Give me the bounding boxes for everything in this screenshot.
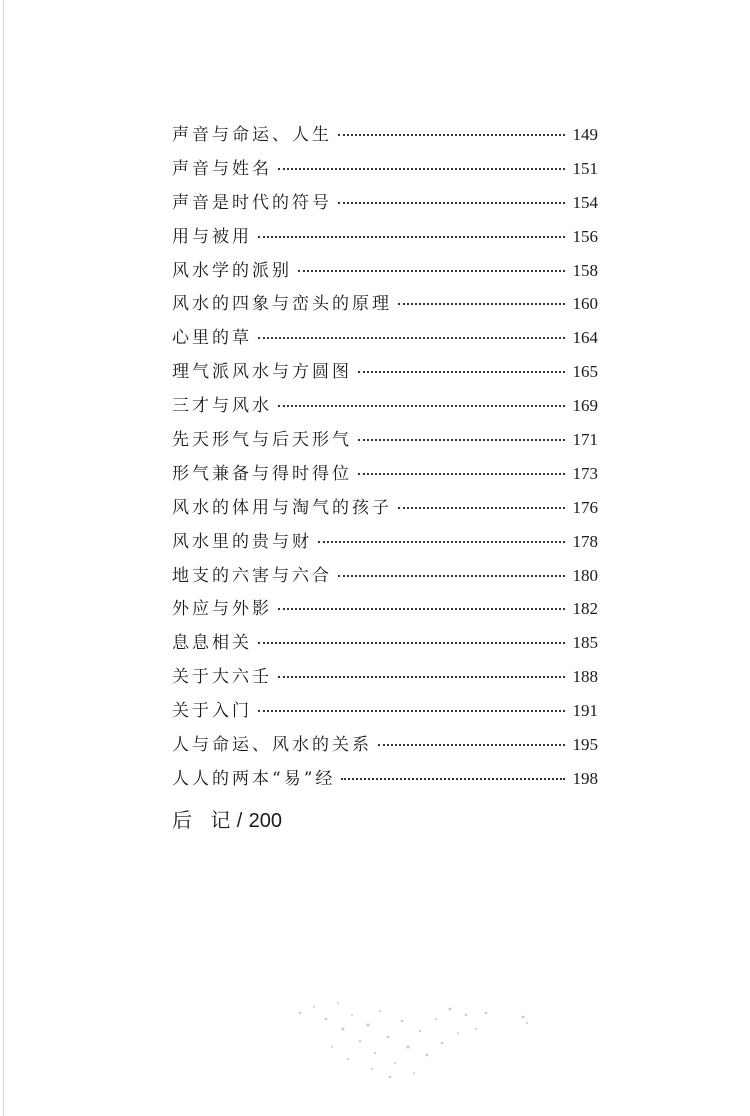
toc-entry-title: 关于大六壬 [172, 667, 272, 688]
dot-leader [278, 676, 565, 678]
toc-entry-title: 声音与命运、人生 [172, 125, 332, 145]
toc-entry[interactable] [172, 186, 598, 220]
toc-entry[interactable] [172, 321, 598, 355]
toc-entry-page: 176 [572, 497, 598, 517]
dot-leader [378, 744, 565, 746]
toc-entry-page: 188 [572, 667, 598, 687]
afterword-page: 200 [248, 810, 283, 832]
toc-entry[interactable] [172, 457, 598, 491]
dot-leader [258, 337, 565, 339]
toc-entry-title: 人与命运、风水的关系 [172, 735, 372, 756]
toc-entry-title: 心里的草 [172, 328, 252, 349]
dot-leader [258, 236, 565, 238]
toc-entry-title: 外应与外影 [172, 599, 272, 620]
toc-entry-title: 地支的六害与六合 [172, 565, 332, 586]
toc-entry[interactable] [172, 118, 598, 152]
dot-leader [398, 303, 565, 305]
toc-entry-page: 195 [572, 735, 598, 755]
dot-leader [278, 608, 565, 610]
toc-entry-title: 三才与风水 [172, 396, 272, 417]
toc-entry[interactable] [172, 626, 598, 660]
toc-entry[interactable] [172, 762, 598, 796]
toc-entry[interactable] [172, 389, 598, 423]
toc-entry-page: 154 [572, 192, 598, 212]
toc-entry[interactable] [172, 559, 598, 593]
scan-noise-marks [280, 985, 560, 1085]
toc-entry-page: 165 [572, 362, 598, 382]
toc-entry-title: 形气兼备与得时得位 [172, 463, 352, 484]
toc-entry[interactable] [172, 694, 598, 728]
toc-entry[interactable] [172, 423, 598, 457]
toc-entry-title: 声音与姓名 [172, 158, 272, 179]
toc-entry-title: 风水里的贵与财 [172, 531, 312, 552]
dot-leader [341, 778, 564, 780]
dot-leader [278, 168, 565, 170]
toc-entry-page: 173 [572, 463, 598, 483]
toc-entry[interactable] [172, 355, 598, 389]
dot-leader [338, 575, 565, 577]
dot-leader [358, 473, 565, 475]
afterword-entry[interactable] [172, 805, 282, 836]
toc-entry-page: 185 [572, 633, 598, 653]
toc-entry-title: 声音是时代的符号 [172, 192, 332, 213]
dot-leader [338, 134, 565, 136]
toc-entry-page: 198 [572, 768, 598, 788]
toc-entry[interactable] [172, 152, 598, 186]
dot-leader [358, 439, 565, 441]
page-edge [3, 0, 4, 1116]
toc-entry[interactable] [172, 660, 598, 694]
toc-entry-title: 先天形气与后天形气 [172, 430, 352, 451]
toc-entry[interactable] [172, 525, 598, 559]
toc-entry-page: 171 [572, 430, 598, 450]
toc-entry-page: 182 [572, 599, 598, 619]
dot-leader [338, 202, 565, 204]
toc-entry-title: 理气派风水与方圆图 [172, 362, 352, 383]
toc-entry[interactable] [172, 728, 598, 762]
dot-leader [278, 405, 565, 407]
toc-entry-title: 人人的两本“易”经 [172, 768, 336, 789]
dot-leader [358, 371, 565, 373]
toc-entry-title: 风水学的派别 [172, 260, 292, 281]
dot-leader [318, 541, 565, 543]
toc-entry-page: 164 [572, 328, 598, 348]
toc-entry[interactable] [172, 254, 598, 288]
toc-entry-page: 180 [572, 565, 598, 585]
toc-entry-page: 191 [572, 701, 598, 721]
afterword-title: 后 记 [172, 808, 231, 832]
toc-entry-title: 用与被用 [172, 226, 252, 247]
toc-entry[interactable] [172, 592, 598, 626]
toc-entry-page: 156 [572, 226, 598, 246]
toc-entry-page: 178 [572, 531, 598, 551]
toc-entry-page: 158 [572, 260, 598, 280]
dot-leader [398, 507, 565, 509]
toc-entry-title: 风水的四象与峦头的原理 [172, 294, 392, 315]
dot-leader [258, 710, 565, 712]
toc-entry-title: 息息相关 [172, 633, 252, 654]
toc-entry[interactable] [172, 287, 598, 321]
toc-entry-page: 160 [572, 294, 598, 314]
toc-entry[interactable] [172, 220, 598, 254]
toc-entry-page: 169 [572, 396, 598, 416]
afterword-separator: / [236, 810, 243, 832]
toc-entry-title: 关于入门 [172, 701, 252, 722]
dot-leader [298, 270, 565, 272]
toc-entry-title: 风水的体用与淘气的孩子 [172, 497, 392, 518]
table-of-contents [172, 118, 598, 796]
toc-entry[interactable] [172, 491, 598, 525]
toc-entry-page: 149 [572, 125, 598, 144]
toc-entry-page: 151 [572, 158, 598, 178]
dot-leader [258, 642, 565, 644]
